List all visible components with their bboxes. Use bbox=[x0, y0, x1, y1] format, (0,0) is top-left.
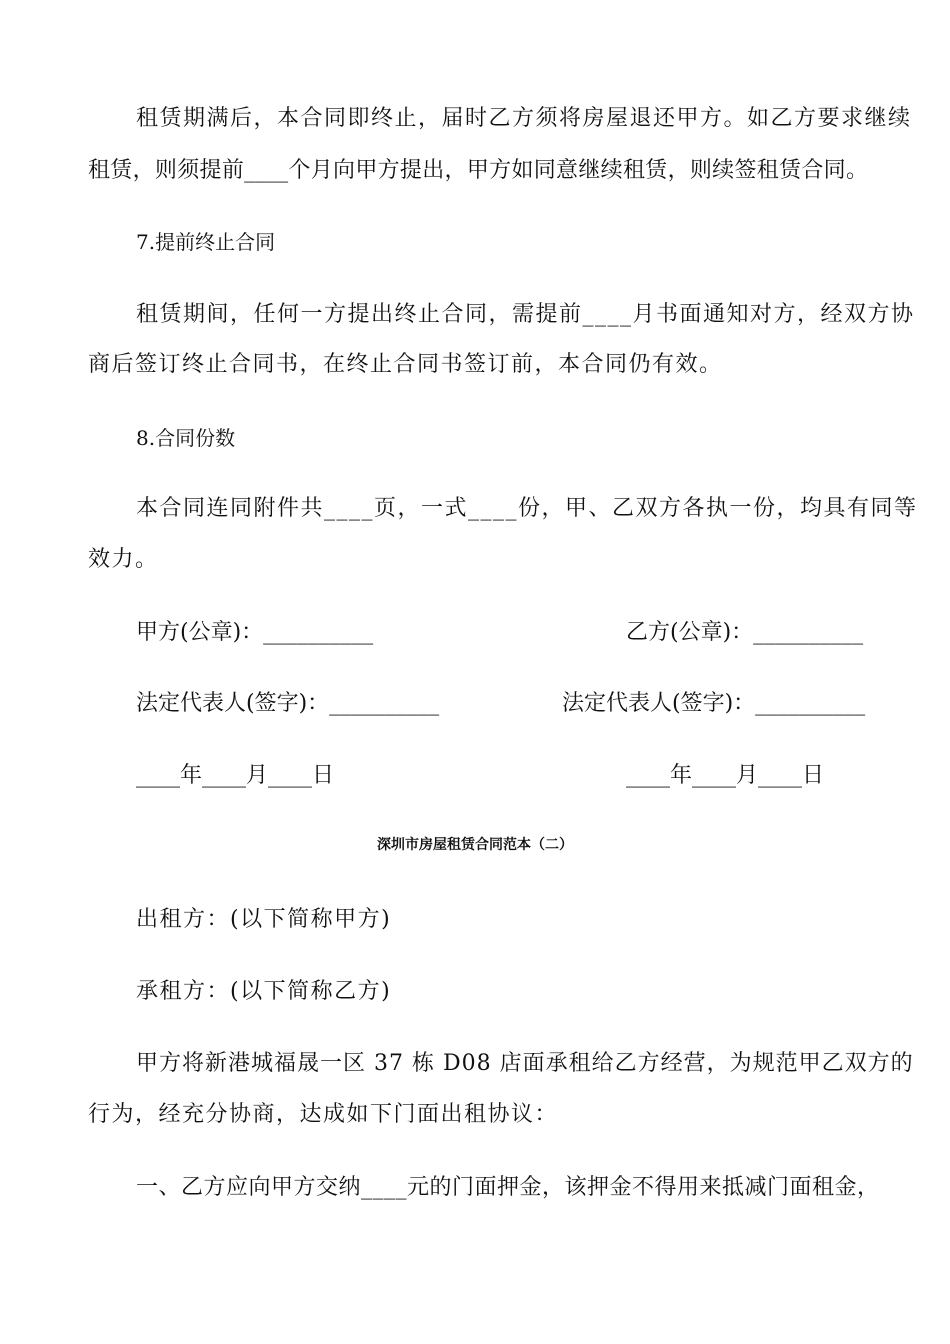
paragraph-line: 行为，经充分协商，达成如下门面出租协议： bbox=[88, 1102, 559, 1127]
paragraph-line: 效力。 bbox=[88, 547, 159, 572]
party-b-representative: 法定代表人(签字)：__________ bbox=[562, 691, 866, 716]
paragraph-line: 租赁，则须提前____个月向甲方提出，甲方如同意继续租赁，则续签租赁合同。 bbox=[88, 158, 868, 183]
party-b-date: ____年____月____日 bbox=[626, 763, 825, 788]
document-title: 深圳市房屋租赁合同范本（二） bbox=[377, 837, 573, 853]
lessor-line: 出租方：(以下简称甲方) bbox=[136, 907, 392, 932]
clause-1: 一、乙方应向甲方交纳____元的门面押金，该押金不得用来抵减门面租金， bbox=[136, 1175, 880, 1200]
section-heading-7: 7.提前终止合同 bbox=[136, 230, 276, 254]
paragraph-line: 甲方将新港城福晟一区 37 栋 D08 店面承租给乙方经营，为规范甲乙双方的 bbox=[136, 1051, 914, 1076]
section-heading-8: 8.合同份数 bbox=[136, 426, 236, 450]
lessee-line: 承租方：(以下简称乙方) bbox=[136, 979, 392, 1004]
party-a-seal: 甲方(公章)：__________ bbox=[136, 620, 374, 645]
party-a-representative: 法定代表人(签字)：__________ bbox=[136, 691, 440, 716]
paragraph-line: 本合同连同附件共____页，一式____份，甲、乙双方各执一份，均具有同等 bbox=[136, 496, 918, 521]
party-b-seal: 乙方(公章)：__________ bbox=[626, 620, 864, 645]
paragraph-line: 租赁期间，任何一方提出终止合同，需提前____月书面通知对方，经双方协 bbox=[136, 302, 915, 327]
paragraph-line: 租赁期满后，本合同即终止，届时乙方须将房屋退还甲方。如乙方要求继续 bbox=[136, 106, 912, 131]
paragraph-line: 商后签订终止合同书，在终止合同书签订前，本合同仍有效。 bbox=[88, 352, 723, 377]
party-a-date: ____年____月____日 bbox=[136, 763, 335, 788]
